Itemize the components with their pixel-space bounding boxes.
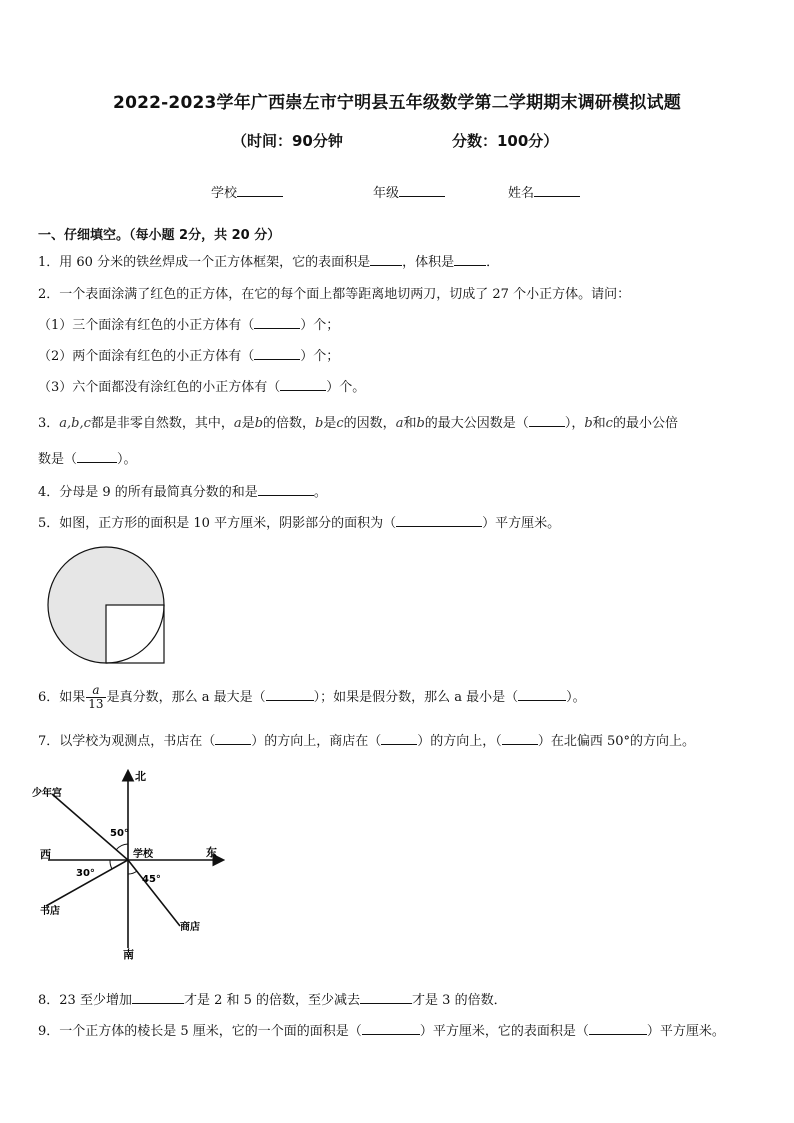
question-8: 8．23 至少增加 才是 2 和 5 的倍数，至少减去 才是 3 的倍数． [38,993,507,1008]
youth-palace-label: 少年宫 [32,788,62,799]
question-3: 3．a,b,c都是非零自然数，其中，a是b的倍数，b是c的因数，a和b的最大公因数是（ ），b和c的最小公倍 [38,416,678,431]
q2-blank-3[interactable] [280,378,326,391]
question-3-line-2: 数是（ ）。 [38,452,137,467]
time-label: （时间：90分钟 [232,132,343,150]
angle-arc-45 [128,871,137,874]
q7-blank-bookstore[interactable] [215,732,251,745]
q3-blank-gcd[interactable] [529,414,565,427]
name-field [508,182,580,201]
name-blank[interactable] [534,184,580,197]
bookstore-line [46,860,128,906]
question-7: 7．以学校为观测点，书店在（ ）的方向上，商店在（ ）的方向上，（ ）在北偏西 50°的方向上。 [38,734,695,749]
name-label: 姓名 [508,186,535,201]
grade-label: 年级 [373,186,400,201]
q2-blank-2[interactable] [254,347,300,360]
question-9: 9．一个正方体的棱长是 5 厘米，它的一个面的面积是（ ）平方厘米，它的表面积是（ ）平方厘米。 [38,1024,725,1039]
question-4: 4．分母是 9 的所有最简真分数的和是 。 [38,485,327,500]
fraction-a-over-13: $\frac{a}{13}$ [88,683,104,711]
bookstore-label: 书店 [40,906,60,917]
school-label: 学校 [133,849,153,860]
shop-line [128,860,180,926]
q7-blank-place[interactable] [502,732,538,745]
grade-blank[interactable] [399,184,445,197]
q8-blank-add[interactable] [132,991,184,1004]
q1-blank-volume[interactable] [454,253,486,266]
q4-blank[interactable] [258,483,314,496]
grade-field [373,182,445,201]
school-field [211,182,283,201]
shop-label: 商店 [180,922,200,933]
q7-blank-shop[interactable] [381,732,417,745]
angle-arc-30 [110,860,112,869]
compass-direction-figure [30,762,240,962]
q9-blank-surface[interactable] [589,1022,647,1035]
question-2-part-3: （3）六个面都没有涂红色的小正方体有（ ）个。 [38,380,366,395]
square [106,605,164,663]
circle-square-figure [40,545,170,670]
question-6: 6．如果 $\frac{a}{13}$ 是真分数，那么 a 最大是（ ）；如果是假分数，那么 a 最小是（ ）。 [38,683,586,711]
q6-blank-min[interactable] [518,688,566,701]
section-heading: 一、仔细填空。（每小题 2分，共 20 分） [38,228,281,243]
q3-blank-lcm[interactable] [77,450,117,463]
west-label: 西 [40,848,51,861]
question-2: 2．一个表面涂满了红色的正方体，在它的每个面上都等距离地切两刀，切成了 27 个小正方体。请问： [38,287,631,302]
north-label: 北 [135,770,146,783]
q8-blank-subtract[interactable] [360,991,412,1004]
q9-blank-face[interactable] [362,1022,420,1035]
east-label: 东 [206,846,217,859]
question-2-part-2: （2）两个面涂有红色的小正方体有（ ）个； [38,349,340,364]
angle-arc-50 [116,844,128,850]
q6-blank-max[interactable] [266,688,314,701]
youth-palace-line [52,794,128,860]
question-5: 5．如图，正方形的面积是 10 平方厘米，阴影部分的面积为（ ）平方厘米。 [38,516,561,531]
school-label: 学校 [211,186,238,201]
q1-blank-area[interactable] [370,253,402,266]
angle-50-label: 50° [110,828,129,839]
score-label: 分数：100分） [452,132,559,150]
school-blank[interactable] [237,184,283,197]
angle-30-label: 30° [76,868,95,879]
q5-blank[interactable] [396,514,482,527]
south-label: 南 [123,948,134,961]
q2-blank-1[interactable] [254,316,300,329]
page-title: 2022-2023学年广西崇左市宁明县五年级数学第二学期期末调研模拟试题 [113,93,681,113]
question-2-part-1: （1）三个面涂有红色的小正方体有（ ）个； [38,318,340,333]
angle-45-label: 45° [142,874,161,885]
question-1: 1．用 60 分米的铁丝焊成一个正方体框架，它的表面积是 ，体积是 ． [38,255,500,270]
